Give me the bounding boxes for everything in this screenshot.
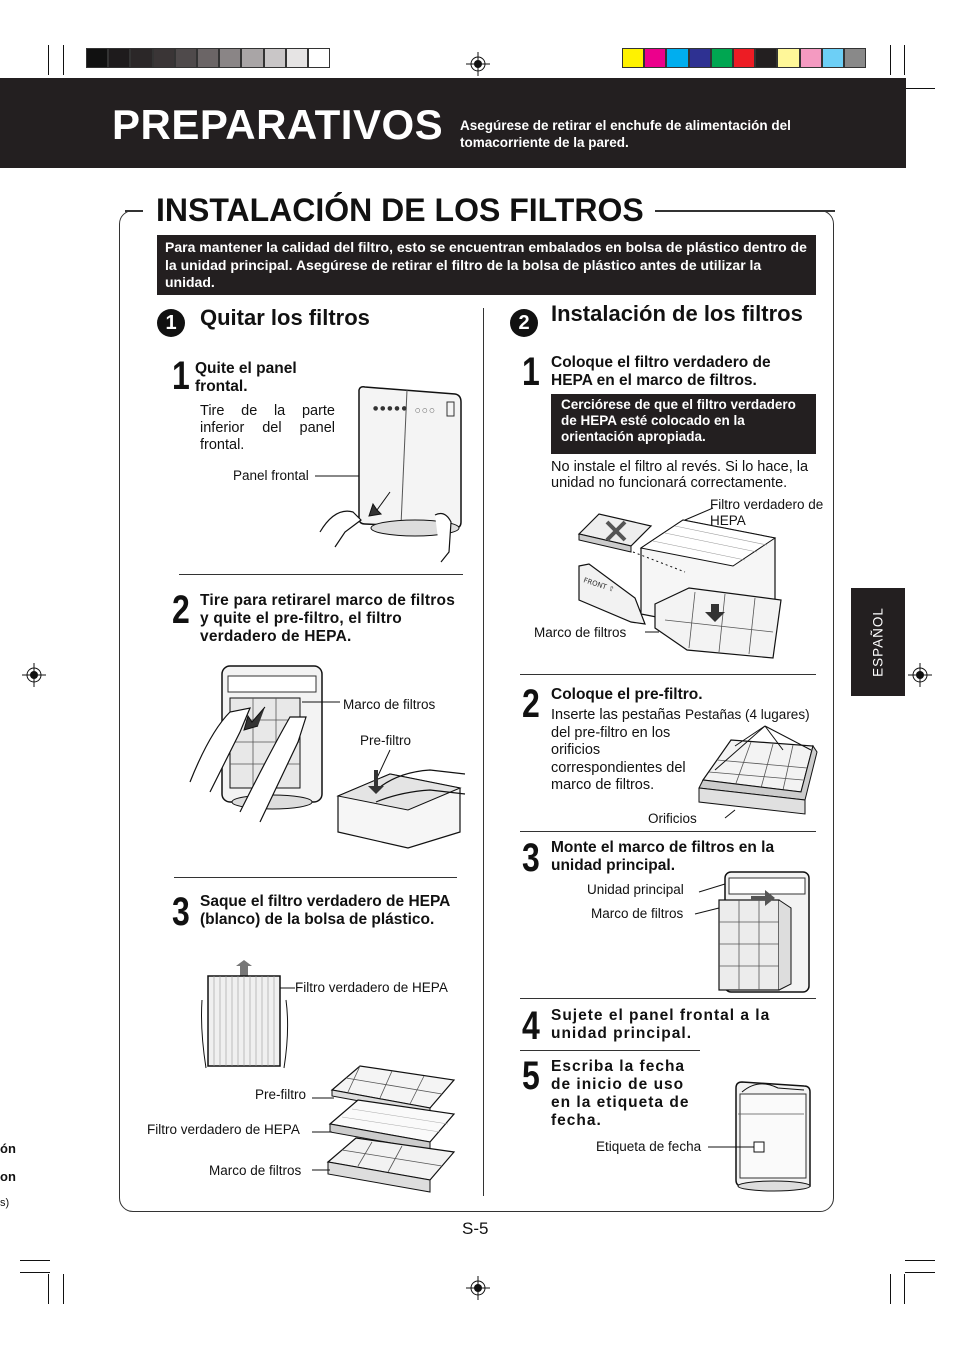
caption-filter-frame: Marco de filtros xyxy=(534,625,627,640)
registration-target-icon xyxy=(908,663,932,687)
color-swatch xyxy=(264,48,286,68)
crop-mark xyxy=(890,45,891,75)
step-body: Inserte las pestañas del pre-filtro en los orificios correspondientes del marco de filtros. xyxy=(551,707,686,793)
step-number: 3 xyxy=(522,836,540,880)
title-rule xyxy=(125,210,143,212)
color-swatch xyxy=(308,48,330,68)
title-rule xyxy=(655,210,835,212)
step-heading: Saque el filtro verdadero de HEPA (blanco) de la bolsa de plástico. xyxy=(200,893,450,928)
caption-hepa-filter: Filtro verdadero de HEPA xyxy=(147,1122,300,1137)
step-number: 5 xyxy=(522,1054,540,1098)
color-swatch xyxy=(800,48,822,68)
color-swatch xyxy=(286,48,308,68)
crop-mark xyxy=(905,1260,935,1261)
caption-hepa-filter: Filtro verdadero de HEPA xyxy=(295,980,448,995)
mount-frame-illustration xyxy=(695,868,815,996)
step-separator xyxy=(520,674,816,675)
registration-target-icon xyxy=(466,1276,490,1300)
step-body: Tire de la parte inferior del panel frontal. xyxy=(200,403,335,453)
step-heading: Coloque el filtro verdadero de HEPA en el marco de filtros. xyxy=(551,354,771,389)
crop-mark xyxy=(20,1260,50,1261)
step-separator xyxy=(520,1050,700,1051)
section-title-install-filters: Instalación de los filtros xyxy=(551,301,803,326)
color-swatch xyxy=(108,48,130,68)
caption-hepa-filter: Filtro verdadero de HEPA xyxy=(710,497,824,528)
caption-pre-filter: Pre-filtro xyxy=(360,733,412,748)
section-number-badge: 1 xyxy=(157,309,185,337)
color-swatch xyxy=(777,48,799,68)
hepa-filter-bag-illustration xyxy=(200,960,300,1072)
step-separator xyxy=(174,877,457,878)
color-swatch xyxy=(175,48,197,68)
caption-tabs: Pestañas (4 lugares) xyxy=(685,707,810,722)
step-number: 3 xyxy=(172,890,190,934)
color-swatch xyxy=(689,48,711,68)
color-swatch xyxy=(130,48,152,68)
step-heading: Monte el marco de filtros en la unidad principal. xyxy=(551,839,775,874)
registration-target-icon xyxy=(466,52,490,76)
crop-mark xyxy=(63,1274,64,1304)
crop-mark xyxy=(20,1272,50,1273)
step-number: 4 xyxy=(522,1004,540,1048)
color-swatch xyxy=(666,48,688,68)
crop-mark xyxy=(890,1274,891,1304)
color-swatch xyxy=(622,48,644,68)
purifier-front-panel-illustration xyxy=(315,382,465,562)
caption-holes: Orificios xyxy=(648,811,697,826)
color-swatch xyxy=(755,48,777,68)
color-swatch xyxy=(197,48,219,68)
hepa-into-frame-illustration xyxy=(575,508,785,660)
color-swatch xyxy=(153,48,175,68)
step-separator xyxy=(520,998,816,999)
cut-off-text: s) xyxy=(0,1197,10,1209)
pre-filter-insert-illustration xyxy=(695,722,820,822)
step-number: 1 xyxy=(522,350,540,394)
date-label-unit-illustration xyxy=(708,1078,818,1196)
orientation-warning: Cerciórese de que el filtro verdadero de HEPA esté colocado en la orientación apropiada. xyxy=(551,394,816,454)
step-separator xyxy=(179,574,463,575)
color-swatch xyxy=(822,48,844,68)
intro-notice: Para mantener la calidad del filtro, esto se encuentran embalados en bolsa de plástico dentro de la unidad principal. Asegúrese de retirar el filtro de la bolsa de plástico antes de utilizar la unidad. xyxy=(157,235,816,295)
page-number: S-5 xyxy=(462,1219,489,1238)
caption-main-unit: Unidad principal xyxy=(587,882,684,897)
cut-off-text: on xyxy=(0,1169,16,1184)
color-swatch xyxy=(711,48,733,68)
page-title: PREPARATIVOS xyxy=(112,101,444,148)
color-swatch xyxy=(86,48,108,68)
step-number: 2 xyxy=(522,682,540,726)
step-heading: Quite el panel frontal. xyxy=(195,360,297,395)
color-swatch xyxy=(733,48,755,68)
step-separator xyxy=(520,831,816,832)
section-main-title: INSTALACIÓN DE LOS FILTROS xyxy=(156,192,644,228)
step-heading: Tire para retirarel marco de filtros y quite el pre-filtro, el filtro verdadero de HEPA. xyxy=(200,592,456,645)
caption-front-panel: Panel frontal xyxy=(233,468,309,483)
section-number-badge: 2 xyxy=(510,309,538,337)
registration-target-icon xyxy=(22,663,46,687)
crop-mark xyxy=(48,45,49,75)
color-swatch xyxy=(219,48,241,68)
language-tab-label: ESPAÑOL xyxy=(870,607,886,677)
color-swatch xyxy=(844,48,866,68)
header-warning-note: Asegúrese de retirar el enchufe de alimentación del tomacorriente de la pared. xyxy=(460,118,791,150)
crop-mark xyxy=(48,1274,49,1304)
filter-stack-illustration xyxy=(312,1062,462,1202)
svg-text:○ ○ ○: ○ ○ ○ xyxy=(415,407,435,414)
column-divider xyxy=(483,308,484,1196)
crop-mark xyxy=(63,45,64,75)
svg-text:● ● ● ● ●: ● ● ● ● ● xyxy=(373,405,407,412)
crop-mark xyxy=(905,1272,935,1273)
svg-text:FRONT ⇧: FRONT ⇧ xyxy=(582,576,616,594)
step-body: No instale el filtro al revés. Si lo hace, la unidad no funcionará correctamente. xyxy=(551,459,809,491)
crop-mark xyxy=(905,88,935,89)
step-heading: Escriba la fecha de inicio de uso en la etiqueta de fecha. xyxy=(551,1058,690,1129)
caption-filter-frame: Marco de filtros xyxy=(209,1163,302,1178)
color-swatch xyxy=(644,48,666,68)
step-heading: Coloque el pre-filtro. xyxy=(551,686,703,703)
step-heading: Sujete el panel frontal a la unidad principal. xyxy=(551,1007,771,1042)
crop-mark xyxy=(904,45,905,75)
caption-filter-frame: Marco de filtros xyxy=(343,697,436,712)
cut-off-text: ón xyxy=(0,1141,16,1156)
color-swatch xyxy=(241,48,263,68)
caption-filter-frame: Marco de filtros xyxy=(591,906,684,921)
crop-mark xyxy=(904,1274,905,1304)
section-title-remove-filters: Quitar los filtros xyxy=(200,305,370,330)
caption-pre-filter: Pre-filtro xyxy=(255,1087,307,1102)
caption-date-label: Etiqueta de fecha xyxy=(596,1139,702,1154)
step-number: 1 xyxy=(172,354,190,398)
remove-filter-frame-illustration xyxy=(190,662,465,852)
step-number: 2 xyxy=(172,588,190,632)
